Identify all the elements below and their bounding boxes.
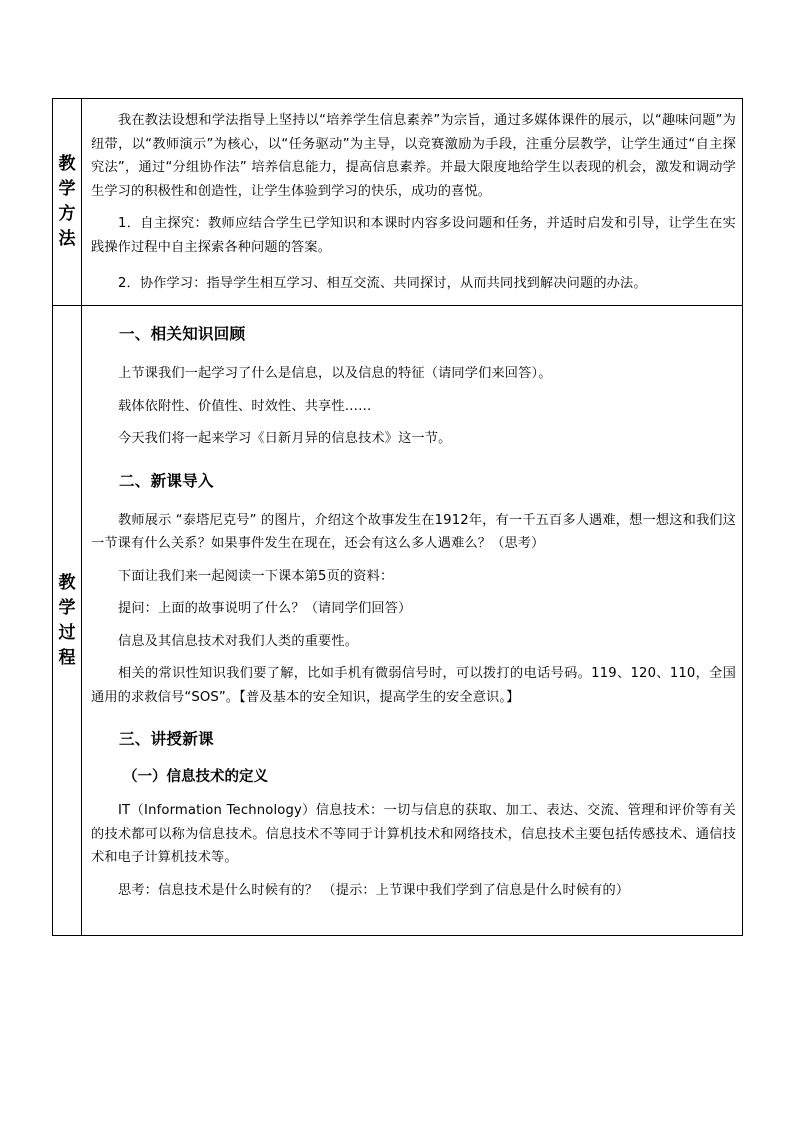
method-intro-paragraph: 我在教法设想和学法指导上坚持以“培养学生信息素养”为宗旨，通过多媒体课件的展示，以“趣味问题”为纽带，以“教师演示”为核心，以“任务驱动”为主导，以竞赛激励为手段，注重分层教学，让学生通过“自主探究法”，通过“分组协作法” 培养信息能力，提高信息素养。并最大限度地给学生以表现的机会，激发和调动学生学习的积极性和创造性，让学生体验到学习的快乐，成功的喜悦。 <box>91 113 736 199</box>
method-item-cooperative: 2．协作学习：指导学生相互学习、相互交流、共同探讨，从而共同找到解决问题的办法。 <box>118 276 647 292</box>
teaching-method-label-cell <box>53 99 82 306</box>
intro-paragraph: 信息及其信息技术对我们人类的重要性。 <box>118 633 359 649</box>
definition-paragraph: IT（Information Technology）信息技术：一切与信息的获取、加工、表达、交流、管理和评价等有关的技术都可以称为信息技术。信息技术不等同于计算机技术和网络技术，信息技术主要包括传感技术、通信技术和电子计算机技术等。 <box>91 803 736 865</box>
review-paragraph: 上节课我们一起学习了什么是信息，以及信息的特征（请同学们来回答）。 <box>118 366 552 381</box>
review-paragraph: 载体依附性、价值性、时效性、共享性…… <box>118 398 372 414</box>
method-item-self-explore: 1．自主探究：教师应结合学生已学知识和本课时内容多设问题和任务，并适时启发和引导，让学生在实践操作过程中自主探索各种问题的答案。 <box>91 216 736 255</box>
section-heading-new-lesson: 三、讲授新课 <box>119 730 214 748</box>
intro-paragraph: 相关的常识性知识我们要了解，比如手机有微弱信号时，可以拨打的电话号码。119、120、110，全国通用的求救信号“SOS”。【普及基本的安全知识，提高学生的安全意识。】 <box>91 666 736 705</box>
intro-paragraph: 下面让我们来一起阅读一下课本第5页的资料： <box>118 568 394 584</box>
intro-paragraph: 提问：上面的故事说明了什么？（请同学们回答） <box>118 601 412 616</box>
teaching-method-row <box>53 99 743 306</box>
review-paragraph: 今天我们将一起来学习《日新月异的信息技术》这一节。 <box>118 431 452 446</box>
teaching-process-row <box>53 306 743 936</box>
teaching-process-content <box>82 306 743 936</box>
teaching-process-label: 教学过程 <box>58 572 76 668</box>
teaching-process-label-cell <box>53 306 82 936</box>
section-heading-intro: 二、新课导入 <box>119 471 214 490</box>
definition-paragraph: 思考：信息技术是什么时候有的？ （提示：上节课中我们学到了信息是什么时候有的） <box>118 882 630 898</box>
teaching-method-content <box>82 99 743 306</box>
lesson-plan-table <box>52 98 743 936</box>
intro-paragraph: 教师展示 “泰塔尼克号” 的图片，介绍这个故事发生在1912年，有一千五百多人遇难，想一想这和我们这一节课有什么关系？如果事件发生在现在，还会有这么多人遇难么？（思考） <box>91 512 736 551</box>
teaching-method-label: 教学方法 <box>58 154 76 249</box>
subsection-heading-definition: （一）信息技术的定义 <box>123 769 268 785</box>
section-heading-review: 一、相关知识回顾 <box>119 325 246 343</box>
